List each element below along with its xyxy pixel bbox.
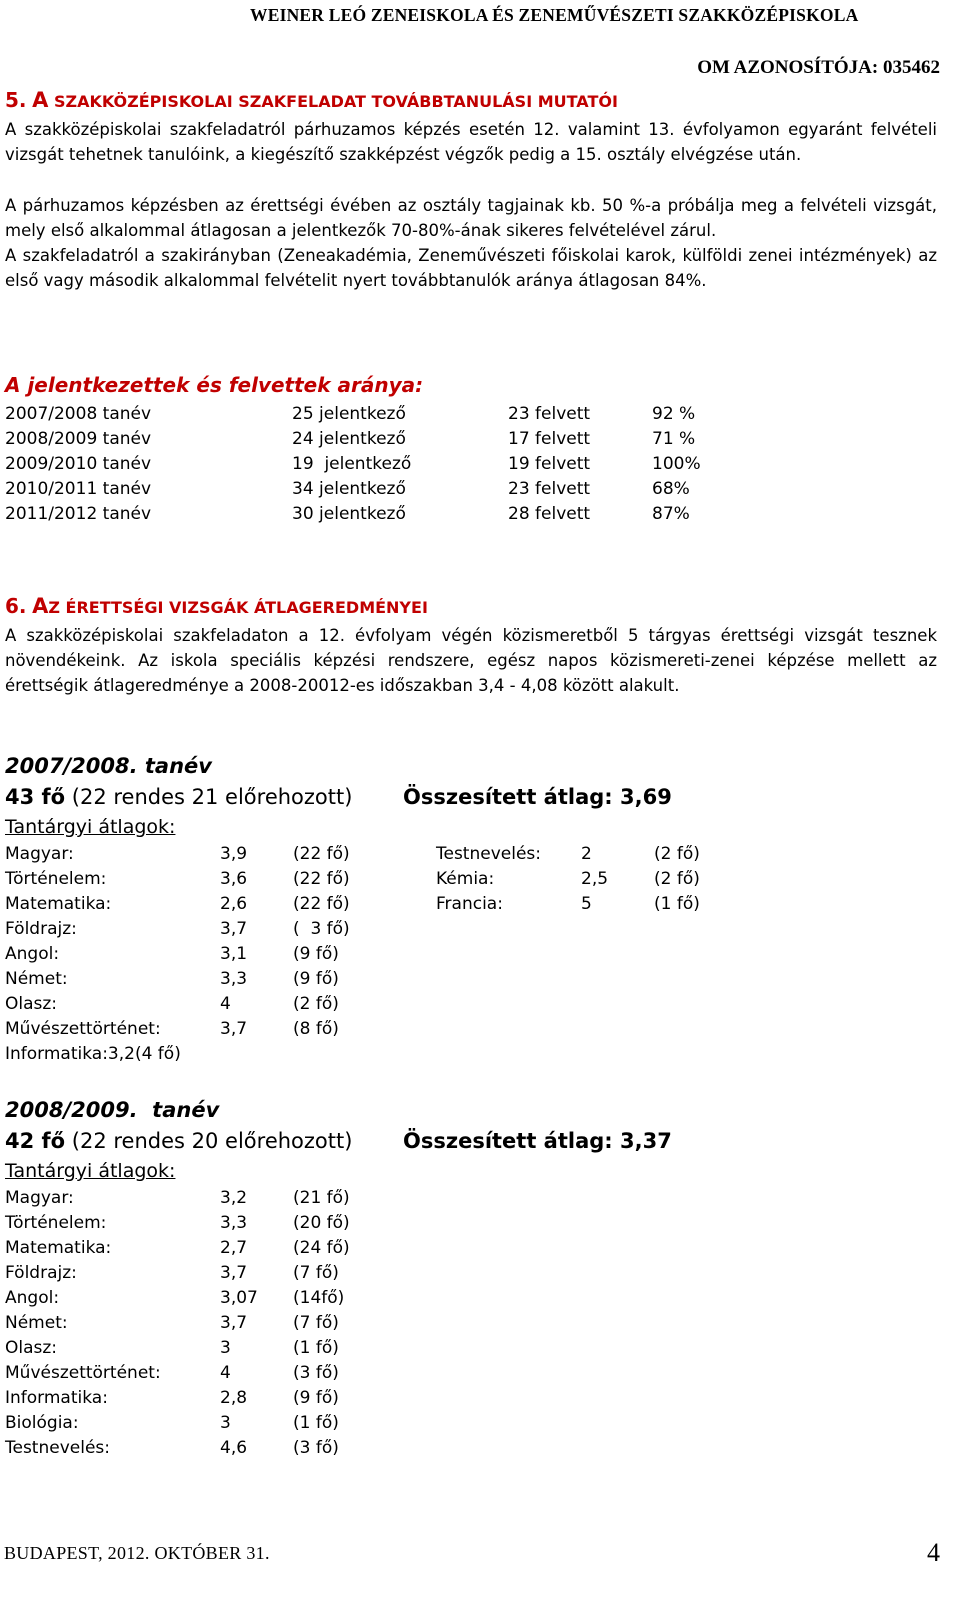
subject-name: Német: bbox=[5, 1313, 68, 1333]
year-2-subjects-label: Tantárgyi átlagok: bbox=[5, 1160, 176, 1182]
ratio-admitted: 23 felvett bbox=[508, 404, 591, 424]
subject-name: Biológia: bbox=[5, 1413, 79, 1433]
ratio-year: 2008/2009 tanév bbox=[5, 429, 152, 449]
ratio-admitted: 17 felvett bbox=[508, 429, 591, 449]
subject-count: (22 fő) bbox=[293, 869, 350, 889]
subject-grade: 5 bbox=[581, 894, 592, 914]
subject-name: Matematika: bbox=[5, 1238, 112, 1258]
subject-grade: 3,2 bbox=[220, 1188, 248, 1208]
subject-grade: 3,7 bbox=[220, 1313, 248, 1333]
subject-count: (1 fő) bbox=[654, 894, 700, 914]
om-identifier bbox=[697, 57, 940, 79]
ratio-year: 2007/2008 tanév bbox=[5, 404, 152, 424]
subject-name: Olasz: bbox=[5, 1338, 58, 1358]
subject-name: Informatika:3,2(4 fő) bbox=[5, 1044, 181, 1064]
subject-count: (2 fő) bbox=[654, 844, 700, 864]
section-6-first-letter: A bbox=[32, 594, 49, 618]
year-1-detail: (22 rendes 21 előrehozott) bbox=[65, 785, 353, 809]
ratio-applied: 34 jelentkező bbox=[292, 479, 406, 499]
ratio-applied: 30 jelentkező bbox=[292, 504, 406, 524]
subject-grade: 3,1 bbox=[220, 944, 248, 964]
school-header: WEINER LEÓ ZENEISKOLA ÉS ZENEMŰVÉSZETI SZAKKÖZÉPISKOLA bbox=[250, 5, 859, 25]
year-2-title: 2008/2009. tanév bbox=[5, 1098, 220, 1122]
ratio-admitted: 19 felvett bbox=[508, 454, 591, 474]
year-2-summary bbox=[5, 1129, 672, 1153]
ratio-admitted: 28 felvett bbox=[508, 504, 591, 524]
ratio-percent: 68% bbox=[652, 479, 690, 499]
section-5-number: 5. bbox=[5, 88, 27, 112]
subject-grade: 4 bbox=[220, 1363, 231, 1383]
subject-name: Magyar: bbox=[5, 1188, 74, 1208]
subject-count: (3 fő) bbox=[293, 1438, 339, 1458]
subject-grade: 2,8 bbox=[220, 1388, 248, 1408]
subject-name: Testnevelés: bbox=[436, 844, 541, 864]
subject-count: (24 fő) bbox=[293, 1238, 350, 1258]
ratio-year: 2010/2011 tanév bbox=[5, 479, 152, 499]
year-2-average: Összesített átlag: 3,37 bbox=[403, 1129, 672, 1153]
section-6-title bbox=[5, 594, 428, 618]
ratio-applied: 19 jelentkező bbox=[292, 454, 412, 474]
subject-name: Testnevelés: bbox=[5, 1438, 110, 1458]
subject-grade: 2,7 bbox=[220, 1238, 248, 1258]
subject-grade: 2,6 bbox=[220, 894, 248, 914]
ratio-percent: 92 % bbox=[652, 404, 696, 424]
subject-count: (22 fő) bbox=[293, 894, 350, 914]
subject-grade: 3,07 bbox=[220, 1288, 258, 1308]
subject-count: (3 fő) bbox=[293, 1363, 339, 1383]
year-2-detail: (22 rendes 20 előrehozott) bbox=[65, 1129, 353, 1153]
section-5-paragraph-2: A párhuzamos képzésben az érettségi évében az osztály tagjainak kb. 50 %-a próbálja meg a felvételi vizsgát, mely első alkalommal átlagosan a jelentkezők 70-80%-ának sikeres felvételével zárul. bbox=[5, 196, 937, 240]
section-5-paragraph-1: A szakközépiskolai szakfeladatról párhuzamos képzés esetén 12. valamint 13. évfolyamon egyaránt felvételi vizsgát tehetnek tanulóink, a kiegészítő szakképzést végzők pedig a 15. osztály elvégzése után. bbox=[5, 120, 937, 164]
subject-grade: 2,5 bbox=[581, 869, 609, 889]
year-1-summary bbox=[5, 785, 672, 809]
subject-grade: 4 bbox=[220, 994, 231, 1014]
subject-grade: 3,7 bbox=[220, 919, 248, 939]
ratio-percent: 71 % bbox=[652, 429, 696, 449]
subject-name: Német: bbox=[5, 969, 68, 989]
subject-count: (2 fő) bbox=[293, 994, 339, 1014]
year-2-count: 42 fő bbox=[5, 1129, 66, 1153]
subject-grade: 4,6 bbox=[220, 1438, 248, 1458]
subject-name: Művészettörténet: bbox=[5, 1363, 161, 1383]
subject-count: (1 fő) bbox=[293, 1338, 339, 1358]
subject-count: (9 fő) bbox=[293, 969, 339, 989]
year-1-count: 43 fő bbox=[5, 785, 66, 809]
section-6-number: 6. bbox=[5, 594, 27, 618]
section-5-title bbox=[5, 88, 618, 112]
subject-count: (14fő) bbox=[293, 1288, 345, 1308]
subject-grade: 3,7 bbox=[220, 1019, 248, 1039]
ratio-applied: 25 jelentkező bbox=[292, 404, 406, 424]
subject-name: Történelem: bbox=[5, 1213, 107, 1233]
subject-count: (22 fő) bbox=[293, 844, 350, 864]
year-1-subjects-label: Tantárgyi átlagok: bbox=[5, 816, 176, 838]
footer-city-date: BUDAPEST, 2012. OKTÓBER 31. bbox=[4, 1543, 270, 1563]
om-value: 035462 bbox=[883, 57, 940, 78]
subject-grade: 3,3 bbox=[220, 969, 248, 989]
subject-grade: 3,9 bbox=[220, 844, 248, 864]
subject-grade: 3,6 bbox=[220, 869, 248, 889]
ratio-admitted: 23 felvett bbox=[508, 479, 591, 499]
subject-count: (7 fő) bbox=[293, 1313, 339, 1333]
subject-name: Földrajz: bbox=[5, 919, 77, 939]
subject-grade: 2 bbox=[581, 844, 592, 864]
year-1-average: Összesített átlag: 3,69 bbox=[403, 785, 672, 809]
subject-count: (20 fő) bbox=[293, 1213, 350, 1233]
subject-name: Földrajz: bbox=[5, 1263, 77, 1283]
section-5-title-rest: SZAKKÖZÉPISKOLAI SZAKFELADAT TOVÁBBTANULÁSI MUTATÓI bbox=[53, 92, 618, 111]
ratio-title: A jelentkezettek és felvettek aránya: bbox=[5, 373, 424, 397]
subject-name: Informatika: bbox=[5, 1388, 108, 1408]
section-5-first-letter: A bbox=[32, 88, 49, 112]
subject-count: (8 fő) bbox=[293, 1019, 339, 1039]
subject-count: ( 3 fő) bbox=[293, 919, 350, 939]
section-5-paragraph-3: A szakfeladatról a szakirányban (Zeneakadémia, Zeneművészeti főiskolai karok, külföldi zenei intézmények) az első vagy második alkalommal felvételit nyert továbbtanulók aránya átlagosan 84%. bbox=[5, 246, 937, 290]
page-number: 4 bbox=[927, 1538, 940, 1567]
subject-name: Magyar: bbox=[5, 844, 74, 864]
subject-name: Matematika: bbox=[5, 894, 112, 914]
subject-grade: 3,3 bbox=[220, 1213, 248, 1233]
subject-count: (9 fő) bbox=[293, 1388, 339, 1408]
ratio-percent: 87% bbox=[652, 504, 690, 524]
ratio-percent: 100% bbox=[652, 454, 701, 474]
subject-grade: 3 bbox=[220, 1413, 231, 1433]
ratio-year: 2011/2012 tanév bbox=[5, 504, 152, 524]
subject-name: Történelem: bbox=[5, 869, 107, 889]
subject-count: (1 fő) bbox=[293, 1413, 339, 1433]
subject-count: (21 fő) bbox=[293, 1188, 350, 1208]
subject-count: (7 fő) bbox=[293, 1263, 339, 1283]
subject-name: Kémia: bbox=[436, 869, 495, 889]
ratio-year: 2009/2010 tanév bbox=[5, 454, 152, 474]
year-1-title: 2007/2008. tanév bbox=[5, 754, 212, 778]
om-label: OM AZONOSÍTÓJA: bbox=[697, 57, 879, 78]
ratio-applied: 24 jelentkező bbox=[292, 429, 406, 449]
subject-name: Olasz: bbox=[5, 994, 58, 1014]
subject-name: Művészettörténet: bbox=[5, 1019, 161, 1039]
subject-count: (9 fő) bbox=[293, 944, 339, 964]
subject-grade: 3 bbox=[220, 1338, 231, 1358]
section-6-title-rest: Z ÉRETTSÉGI VIZSGÁK ÁTLAGEREDMÉNYEI bbox=[48, 598, 428, 617]
subject-grade: 3,7 bbox=[220, 1263, 248, 1283]
subject-name: Angol: bbox=[5, 1288, 60, 1308]
subject-count: (2 fő) bbox=[654, 869, 700, 889]
section-6-paragraph-1: A szakközépiskolai szakfeladaton a 12. évfolyam végén közismeretből 5 tárgyas érettségi vizsgát tesznek növendékeink. Az iskola speciális képzési rendszere, egész napos közismereti-zenei képzése mellett az érettségik átlageredménye a 2008-20012-es időszakban 3,4 - 4,08 között alakult. bbox=[5, 626, 937, 695]
subject-name: Francia: bbox=[436, 894, 503, 914]
subject-name: Angol: bbox=[5, 944, 60, 964]
